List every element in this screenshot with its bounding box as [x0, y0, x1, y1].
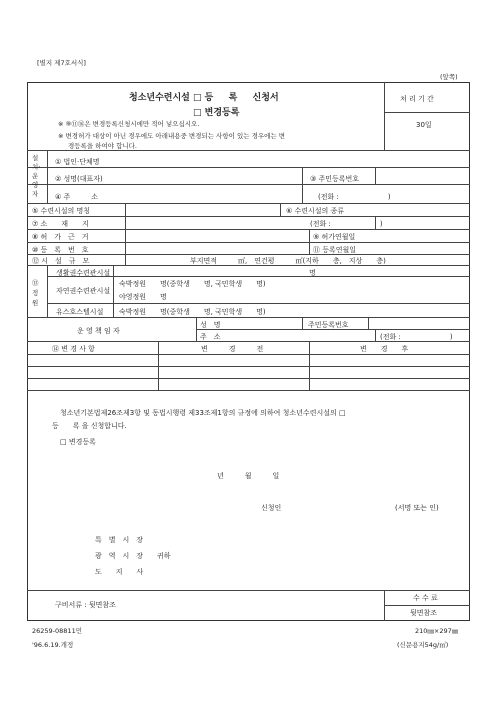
registration-date-label: ⑪ 등록연월일	[313, 246, 357, 254]
note-2a: ※ 변경허가 대상이 아닌 경우에도 아래내용중 변경되는 사항이 있는 경우에는 변	[58, 132, 286, 140]
life-zone-label: 생활권수련관시설	[56, 269, 111, 277]
signature-label: (서명 또는 인)	[395, 504, 439, 512]
change-after-label: 변 경 후	[360, 345, 409, 353]
nature-zone-line2: 야영정원 명	[119, 293, 167, 301]
corp-name-label: ① 법인·단체명	[55, 158, 100, 166]
form-title: 청소년수련시설 □ 등 록 신청서	[129, 93, 279, 103]
address-label: ④ 주 소	[55, 193, 99, 201]
permit-date-label: ⑨ 허가연월일	[313, 233, 356, 241]
fee-label: 수 수 료	[413, 594, 438, 602]
facility-scale-detail: 부지면적 ㎡, 연건평 ㎡(지하 층, 지상 층)	[190, 257, 386, 265]
note-2b: 경등록을 하여야 합니다.	[68, 142, 137, 150]
nature-zone-label: 자연권수련관시설	[56, 287, 111, 295]
capacity-label: ⑬ 정원	[32, 279, 39, 307]
footer-paper-type: (신문용지54g/㎡)	[397, 641, 449, 649]
operator-address-label: 주 소	[200, 333, 221, 341]
change-registration-title: □ 변경등록	[193, 108, 240, 118]
rep-name-label: ② 성명(대표자)	[55, 175, 103, 183]
recipient-province: 도 지 사	[95, 568, 144, 576]
note-1: ※ ⑨⑪⑯은 변경등록신청시에만 적어 넣으십시오.	[58, 120, 200, 128]
recipient-metro-city: 광 역 시 장 귀하	[95, 552, 171, 560]
facility-name-label: ⑤ 수련시설의 명칭	[32, 207, 91, 215]
change-before-label: 변 경 전	[201, 345, 264, 353]
attachments-label: 구비서류 : 뒷면참조	[55, 601, 116, 609]
location-phone: (전화 : )	[310, 220, 383, 228]
footer-form-code: 26259-08811민	[32, 627, 82, 635]
hostel-label: 유스호스텔시설	[56, 308, 104, 316]
footer-paper-size: 210㎜×297㎜	[415, 627, 459, 635]
resident-no-label: ③ 주민등록번호	[310, 175, 360, 183]
form-id: [별지 제7호서식]	[37, 59, 86, 67]
change-registration-checkbox[interactable]: □ 변경등록	[60, 438, 96, 446]
operator-resident-no-label: 주민등록번호	[308, 321, 349, 329]
registration-no-label: ⑩ 등 록 번 호	[32, 246, 89, 254]
installer-operator-label: 설치·운영자	[32, 154, 41, 198]
change-items-label: ⑭ 변 경 사 항	[52, 345, 95, 353]
processing-period-label: 처 리 기 간	[400, 95, 434, 103]
fee-value: 뒷면참조	[410, 609, 438, 617]
date-line: 년 월 일	[217, 472, 280, 480]
processing-period-value: 30일	[416, 121, 432, 129]
nature-zone-line1: 숙박정원 명(중학생 명, 국민학생 명)	[119, 280, 266, 288]
address-phone: (전화 : )	[318, 193, 391, 201]
operator-phone: (전화 : )	[380, 333, 453, 341]
hostel-line: 숙박정원 명(중학생 명, 국민학생 명)	[119, 308, 266, 316]
location-label: ⑦ 소 재 지	[32, 220, 89, 228]
declaration-line2: 등 록 을 신청합니다.	[52, 422, 127, 430]
facility-type-label: ⑥ 수련시설의 종류	[286, 207, 345, 215]
facility-scale-label: ⑫ 시 설 규 모	[32, 257, 90, 265]
footer-revision-date: '96.6.19.개정	[32, 641, 74, 649]
permit-basis-label: ⑧ 허 가 근 거	[32, 233, 89, 241]
applicant-label: 신청인	[261, 504, 282, 512]
life-zone-value: 명	[309, 269, 316, 277]
recipient-special-city: 특 별 시 장	[95, 536, 144, 544]
page-side-label: (앞쪽)	[440, 73, 458, 81]
operator-label: 운 영 책 임 자	[77, 327, 120, 335]
declaration-line1: 청소년기본법제26조제3항 및 동법시행령 제33조제1항의 규정에 의하여 청소년수련시설의 □	[60, 409, 346, 417]
operator-name-label: 성 명	[200, 321, 221, 329]
